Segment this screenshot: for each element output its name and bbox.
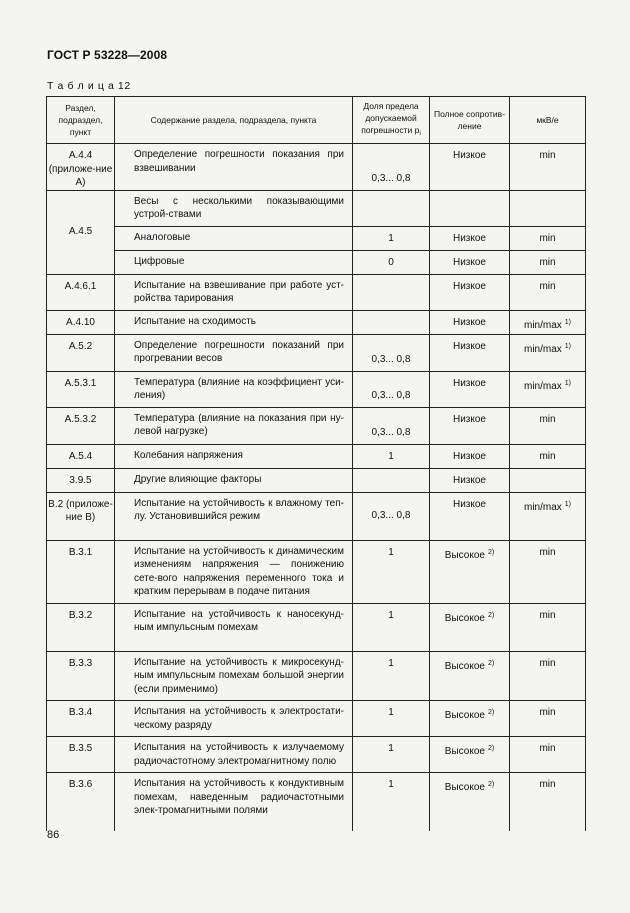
cell-content: Испытание на устойчивость к микросекунд-ным импульсным помехам большой энергии (если применимо) [115, 651, 353, 701]
resistance-text: Высокое [444, 746, 485, 757]
table-row [47, 144, 586, 191]
table-row [47, 651, 586, 701]
footnote-marker: 2) [487, 611, 495, 619]
document-title: ГОСТ Р 53228—2008 [47, 48, 168, 62]
footnote-marker: 2) [487, 781, 495, 788]
cell-resistance: Низкое [430, 407, 510, 444]
table-row [47, 407, 586, 444]
header-accuracy-subscript: i [419, 130, 421, 137]
cell-content: Испытания на устойчивость к кондуктивным помехам, наведенным радиочастотными элек-тромагнитными полями [115, 773, 353, 831]
cell-resistance: Низкое [430, 468, 510, 492]
unit-text: min/max [523, 319, 562, 331]
table-row [47, 250, 586, 274]
table-row [47, 468, 586, 492]
cell-accuracy: 1 [353, 737, 430, 773]
table-row [47, 190, 586, 226]
table-row [47, 701, 586, 737]
table-row [47, 334, 586, 371]
cell-section: В.3.2 [47, 603, 115, 651]
cell-unit [510, 371, 586, 407]
cell-section: А.5.3.2 [47, 407, 115, 444]
cell-content: Аналоговые [115, 226, 353, 250]
cell-content: Весы с несколькими показывающими устрой-ствами [115, 190, 353, 226]
cell-accuracy: 0 [353, 250, 430, 274]
cell-section: А.5.2 [47, 334, 115, 371]
cell-resistance: Низкое [430, 444, 510, 468]
cell-unit: min [510, 737, 586, 773]
header-section: Раздел, подраздел, пункт [47, 97, 115, 144]
cell-unit [510, 190, 586, 226]
footnote-marker: 1) [564, 342, 572, 350]
cell-unit: min [510, 407, 586, 444]
unit-text: min/max [523, 343, 562, 355]
cell-resistance [430, 190, 510, 226]
cell-unit: min [510, 773, 586, 831]
footnote-marker: 2) [487, 709, 495, 716]
cell-unit [510, 334, 586, 371]
cell-accuracy: 1 [353, 226, 430, 250]
table-row [47, 540, 586, 603]
cell-section: А.5.3.1 [47, 371, 115, 407]
cell-content: Испытания на устойчивость к электростати-ческому разряду [115, 701, 353, 737]
cell-resistance: Низкое [430, 226, 510, 250]
cell-unit [510, 468, 586, 492]
resistance-text: Высокое [444, 782, 485, 793]
cell-accuracy [353, 310, 430, 334]
cell-unit: min [510, 250, 586, 274]
cell-unit: min [510, 444, 586, 468]
cell-resistance [430, 651, 510, 701]
footnote-marker: 2) [487, 548, 495, 556]
cell-resistance: Низкое [430, 250, 510, 274]
cell-resistance [430, 737, 510, 773]
cell-content: Другие влияющие факторы [115, 468, 353, 492]
cell-unit: min [510, 540, 586, 603]
cell-section: А.5.4 [47, 444, 115, 468]
unit-text: min/max [523, 380, 562, 392]
cell-resistance [430, 773, 510, 831]
cell-content: Испытание на устойчивость к динамическим изменениям напряжения — понижению сете-вого напряжения переменного тока и кратким перерывам в подаче питания [115, 540, 353, 603]
footnote-marker: 2) [487, 745, 495, 752]
cell-resistance: Низкое [430, 310, 510, 334]
cell-resistance: Низкое [430, 371, 510, 407]
table-row [47, 274, 586, 310]
cell-accuracy: 0,3... 0,8 [353, 371, 430, 407]
cell-section: А.4.4 (приложе-ние А) [47, 144, 115, 191]
cell-resistance [430, 540, 510, 603]
resistance-text: Высокое [444, 549, 485, 561]
cell-accuracy: 1 [353, 773, 430, 831]
cell-accuracy: 1 [353, 540, 430, 603]
cell-unit: min [510, 651, 586, 701]
resistance-text: Высокое [444, 660, 485, 672]
footnote-marker: 1) [564, 318, 572, 326]
resistance-text: Высокое [444, 710, 485, 721]
cell-content: Определение погрешности показаний при прогревании весов [115, 334, 353, 371]
cell-content: Испытание на сходимость [115, 310, 353, 334]
cell-resistance: Низкое [430, 274, 510, 310]
cell-accuracy: 1 [353, 651, 430, 701]
cell-content: Испытание на устойчивость к влажному теп-лу. Установившийся режим [115, 492, 353, 540]
cell-accuracy [353, 274, 430, 310]
cell-accuracy: 0,3... 0,8 [353, 144, 430, 191]
cell-content: Колебания напряжения [115, 444, 353, 468]
table-caption: Т а б л и ц а 12 [47, 80, 131, 92]
cell-accuracy: 1 [353, 603, 430, 651]
cell-section: В.2 (приложе-ние В) [47, 492, 115, 540]
cell-content: Цифровые [115, 250, 353, 274]
cell-unit [510, 310, 586, 334]
cell-section: А.4.10 [47, 310, 115, 334]
footnote-marker: 1) [564, 500, 572, 508]
cell-accuracy: 1 [353, 701, 430, 737]
table-header-row [47, 97, 586, 144]
header-resistance: Полное сопротив-ление [430, 97, 510, 144]
cell-resistance: Низкое [430, 492, 510, 540]
cell-unit: min [510, 274, 586, 310]
unit-text: min/max [523, 501, 562, 513]
table-row [47, 371, 586, 407]
footnote-marker: 2) [487, 659, 495, 667]
cell-content: Температура (влияние на показания при ну-левой нагрузке) [115, 407, 353, 444]
cell-resistance: Низкое [430, 144, 510, 191]
cell-section: В.3.6 [47, 773, 115, 831]
cell-section: В.3.4 [47, 701, 115, 737]
cell-resistance [430, 701, 510, 737]
cell-resistance [430, 603, 510, 651]
cell-section: 3.9.5 [47, 468, 115, 492]
cell-accuracy: 1 [353, 444, 430, 468]
cell-accuracy [353, 468, 430, 492]
page-number: 86 [47, 829, 60, 841]
header-accuracy [353, 97, 430, 144]
cell-content: Температура (влияние на коэффициент уси-ления) [115, 371, 353, 407]
table-row [47, 310, 586, 334]
header-content: Содержание раздела, подраздела, пункта [115, 97, 353, 144]
cell-accuracy [353, 190, 430, 226]
cell-unit: min [510, 701, 586, 737]
cell-unit [510, 492, 586, 540]
table-row [47, 603, 586, 651]
table-row [47, 444, 586, 468]
cell-section: А.4.6.1 [47, 274, 115, 310]
cell-content: Определение погрешности показания при взвешивании [115, 144, 353, 191]
cell-section: В.3.3 [47, 651, 115, 701]
cell-unit: min [510, 603, 586, 651]
cell-content: Испытание на взвешивание при работе уст-ройства тарирования [115, 274, 353, 310]
cell-content: Испытания на устойчивость к излучаемому радиочастотному электромагнитному полю [115, 737, 353, 773]
cell-accuracy: 0,3... 0,8 [353, 407, 430, 444]
data-table [46, 96, 586, 831]
cell-unit: min [510, 144, 586, 191]
footnote-marker: 1) [564, 379, 572, 387]
header-unit: мкВ/е [510, 97, 586, 144]
table-row [47, 773, 586, 831]
table-row [47, 737, 586, 773]
cell-unit: min [510, 226, 586, 250]
cell-section: В.3.5 [47, 737, 115, 773]
cell-content: Испытание на устойчивость к наносекунд-ным импульсным помехам [115, 603, 353, 651]
cell-section: А.4.5 [47, 190, 115, 274]
cell-accuracy: 0,3... 0,8 [353, 334, 430, 371]
cell-accuracy: 0,3... 0,8 [353, 492, 430, 540]
cell-resistance: Низкое [430, 334, 510, 371]
cell-section: В.3.1 [47, 540, 115, 603]
table-row [47, 226, 586, 250]
table-row [47, 492, 586, 540]
resistance-text: Высокое [444, 612, 485, 624]
header-accuracy-text: Доля предела допускаемой погрешности p [361, 101, 420, 135]
